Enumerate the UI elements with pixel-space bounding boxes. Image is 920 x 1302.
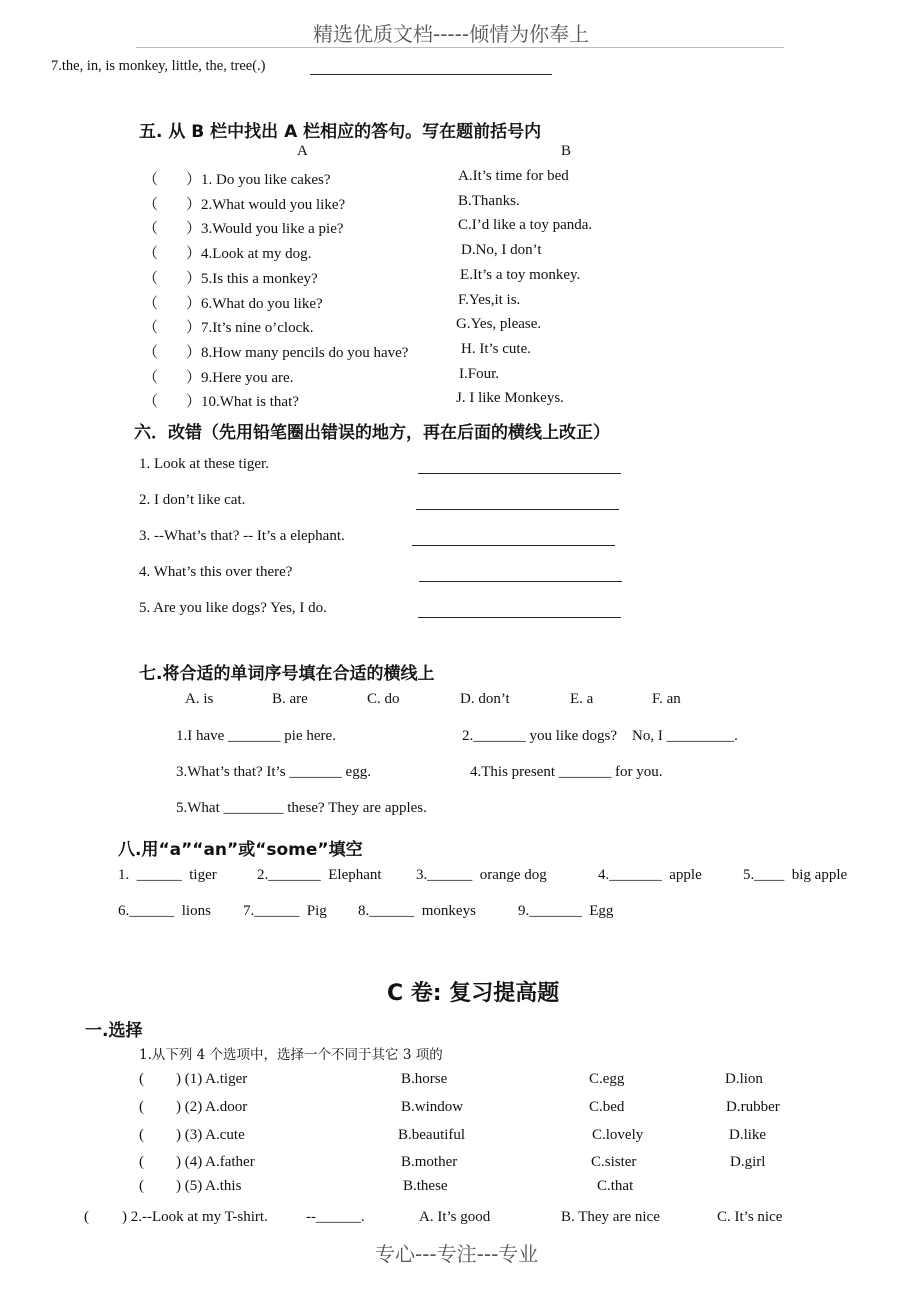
word-option: B. are — [272, 691, 308, 707]
section7-question-4: 4.This present _______ for you. — [470, 764, 663, 780]
pc-q2-question: ) 2.--Look at my T-shirt. — [122, 1209, 268, 1225]
correction-item: 3. --What’s that? -- It’s a elephant. — [139, 528, 345, 544]
section7-title: 七.将合适的单词序号填在合适的横线上 — [139, 664, 435, 684]
matching-answer: G.Yes, please. — [456, 316, 542, 333]
pc-q2-option-c: C. It’s nice — [717, 1209, 783, 1225]
choice-paren: ( — [139, 1178, 144, 1194]
pc-q2-option-b: B. They are nice — [561, 1209, 660, 1225]
correction-answer-line — [418, 473, 621, 474]
matching-question: ）2.What would you like? — [186, 196, 346, 213]
column-a-label: A — [297, 143, 308, 159]
choice-paren: ( — [139, 1099, 144, 1115]
choice-option-c: C.that — [597, 1178, 634, 1194]
choice-question: ) (2) A.door — [176, 1099, 248, 1115]
article-blank-item: 6.______ lions — [118, 903, 211, 919]
choice-option-d: D.like — [729, 1127, 767, 1143]
page-header: 精选优质文档-----倾情为你奉上 — [313, 22, 590, 46]
word-option: E. a — [570, 691, 594, 707]
matching-paren: （ — [143, 394, 159, 411]
choice-option-c: C.sister — [591, 1154, 637, 1170]
header-rule — [136, 47, 784, 48]
q7-sentence: 7.the, in, is monkey, little, the, tree(.) — [51, 58, 266, 74]
word-option: A. is — [185, 691, 214, 707]
matching-question: ）4.Look at my dog. — [186, 246, 312, 263]
choice-option-d: D.girl — [730, 1154, 766, 1170]
article-blank-item: 7.______ Pig — [243, 903, 327, 919]
choice-question: ) (5) A.this — [176, 1178, 242, 1194]
matching-paren: （ — [143, 246, 159, 263]
article-blank-item: 1. ______ tiger — [118, 867, 217, 883]
pc-q2-blank: --______. — [306, 1209, 365, 1225]
matching-paren: （ — [143, 295, 159, 312]
correction-item: 1. Look at these tiger. — [139, 456, 269, 472]
word-option: D. don’t — [460, 691, 510, 707]
q7-answer-line — [310, 74, 552, 75]
word-option: C. do — [367, 691, 400, 707]
matching-paren: （ — [143, 172, 159, 188]
article-blank-item: 9._______ Egg — [518, 903, 614, 919]
matching-question: ）7.It’s nine o’clock. — [186, 320, 314, 337]
matching-answer: J. I like Monkeys. — [456, 390, 564, 407]
matching-question: ）8.How many pencils do you have? — [186, 344, 409, 361]
article-blank-item: 8.______ monkeys — [358, 903, 476, 919]
matching-question: ）1. Do you like cakes? — [186, 172, 331, 188]
matching-answer: H. It’s cute. — [461, 340, 531, 357]
choice-option-b: B.horse — [401, 1071, 448, 1087]
matching-answer: B.Thanks. — [458, 192, 520, 209]
article-blank-item: 2._______ Elephant — [257, 867, 382, 883]
part-c-subtitle: 一.选择 — [85, 1021, 143, 1041]
choice-option-c: C.bed — [589, 1099, 625, 1115]
matching-answer: D.No, I don’t — [461, 242, 542, 259]
correction-item: 2. I don’t like cat. — [139, 492, 246, 508]
matching-answer: E.It’s a toy monkey. — [460, 266, 581, 283]
matching-question: ）10.What is that? — [186, 394, 299, 411]
matching-answer: F.Yes,it is. — [458, 291, 521, 308]
part-c-instruction: 1.从下列 4 个选项中，选择一个不同于其它 3 项的 — [139, 1047, 443, 1063]
matching-paren: （ — [143, 320, 159, 337]
correction-answer-line — [418, 617, 621, 618]
choice-option-b: B.beautiful — [398, 1127, 466, 1143]
matching-paren: （ — [143, 369, 159, 386]
section7-question-5: 5.What ________ these? They are apples. — [176, 800, 427, 816]
pc-q2-option-a: A. It’s good — [419, 1209, 491, 1225]
section6-title: 六．改错（先用铅笔圈出错误的地方，再在后面的横线上改正） — [134, 423, 610, 443]
correction-answer-line — [416, 509, 619, 510]
article-blank-item: 5.____ big apple — [743, 867, 848, 883]
correction-answer-line — [412, 545, 615, 546]
pc-q2-paren: ( — [84, 1209, 89, 1225]
choice-question: ) (3) A.cute — [176, 1127, 245, 1143]
matching-paren: （ — [143, 270, 159, 287]
matching-paren: （ — [143, 196, 159, 213]
choice-paren: ( — [139, 1154, 144, 1170]
matching-answer: A.It’s time for bed — [458, 168, 569, 184]
choice-option-b: B.window — [401, 1099, 464, 1115]
matching-answer: I.Four. — [459, 365, 500, 382]
matching-paren: （ — [143, 221, 159, 238]
matching-question: ）3.Would you like a pie? — [186, 221, 344, 238]
matching-answer: C.I’d like a toy panda. — [458, 217, 593, 234]
choice-option-d: D.lion — [725, 1071, 763, 1087]
choice-paren: ( — [139, 1071, 144, 1087]
page-footer: 专心---专注---专业 — [375, 1242, 539, 1266]
choice-option-c: C.egg — [589, 1071, 625, 1087]
matching-question: ）5.Is this a monkey? — [186, 270, 318, 287]
correction-item: 5. Are you like dogs? Yes, I do. — [139, 600, 327, 616]
article-blank-item: 4._______ apple — [598, 867, 702, 883]
section8-title: 八.用“a”“an”或“some”填空 — [118, 840, 363, 860]
word-option: F. an — [652, 691, 681, 707]
correction-answer-line — [419, 581, 622, 582]
choice-option-d: D.rubber — [726, 1099, 780, 1115]
section7-question-3: 3.What’s that? It’s _______ egg. — [176, 764, 371, 780]
choice-option-b: B.mother — [401, 1154, 458, 1170]
article-blank-item: 3.______ orange dog — [416, 867, 547, 883]
choice-option-b: B.these — [403, 1178, 448, 1194]
choice-question: ) (1) A.tiger — [176, 1071, 248, 1087]
column-b-label: B — [561, 143, 572, 159]
correction-item: 4. What’s this over there? — [139, 564, 293, 580]
choice-paren: ( — [139, 1127, 144, 1143]
section7-question-2: 2._______ you like dogs? No, I _________. — [462, 728, 738, 744]
matching-question: ）6.What do you like? — [186, 295, 323, 312]
choice-option-c: C.lovely — [592, 1127, 644, 1143]
part-c-title: C 卷: 复习提高题 — [387, 981, 560, 1006]
matching-paren: （ — [143, 344, 159, 361]
choice-question: ) (4) A.father — [176, 1154, 255, 1170]
section5-title: 五. 从 B 栏中找出 A 栏相应的答句。写在题前括号内 — [139, 122, 542, 142]
matching-question: ）9.Here you are. — [186, 369, 294, 386]
section7-question-1: 1.I have _______ pie here. — [176, 728, 336, 744]
